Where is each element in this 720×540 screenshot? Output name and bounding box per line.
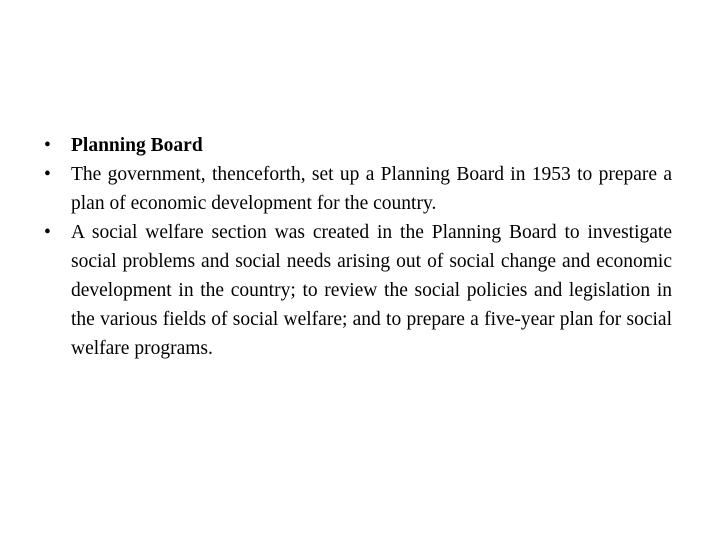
bullet-list (44, 131, 672, 363)
bullet-item-government (44, 160, 672, 218)
bullet-item-social-welfare (44, 218, 672, 363)
bullet-text: A social welfare section was created in the Planning Board to investigate social problems and social needs arising out of social change and economic development in the country; to review the social policies and legislation in the various fields of social welfare; and to prepare a five-year plan for social welfare programs. (71, 222, 672, 359)
bullet-item-planning-board (44, 131, 672, 160)
bullet-icon: • (44, 222, 51, 243)
bullet-icon: • (44, 164, 51, 185)
bullet-heading: Planning Board (71, 135, 203, 156)
bullet-text: The government, thenceforth, set up a Planning Board in 1953 to prepare a plan of economic development for the country. (71, 164, 672, 214)
bullet-icon: • (44, 135, 51, 156)
